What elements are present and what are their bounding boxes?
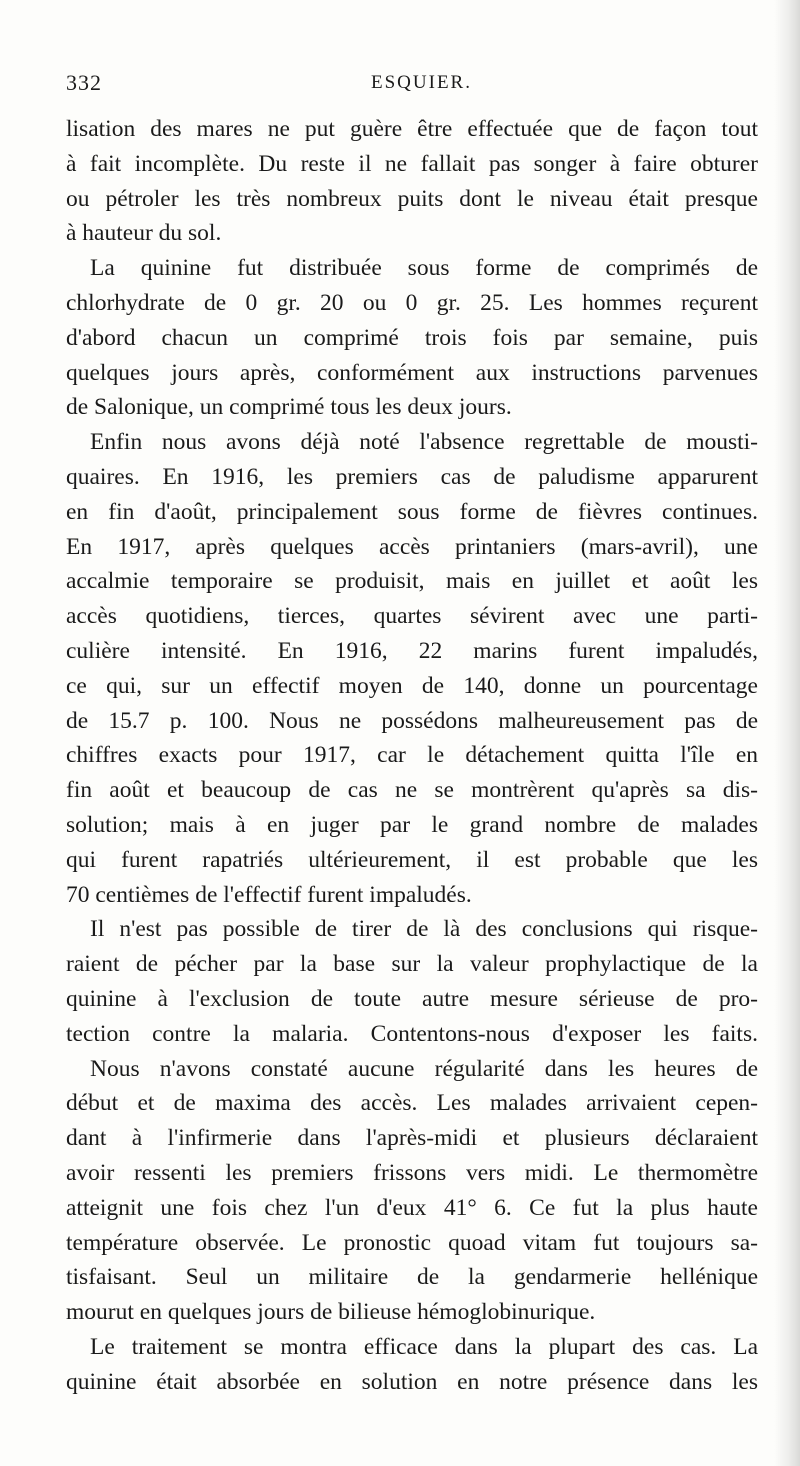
text-line: atteignit une fois chez l'un d'eux 41° 6. Ce fut la plus haute: [66, 1194, 758, 1221]
page-edge-shadow: [774, 0, 800, 1466]
text-line: Nous n'avons constaté aucune régularité dans les heures de: [90, 1055, 758, 1082]
text-line: ou pétroler les très nombreux puits dont le niveau était presque: [66, 185, 758, 212]
text-line: de 15.7 p. 100. Nous ne possédons malheureusement pas de: [66, 707, 758, 734]
text-line: culière intensité. En 1916, 22 marins furent impaludés,: [66, 637, 758, 664]
text-line: fin août et beaucoup de cas ne se montrèrent qu'après sa dis-: [66, 777, 758, 804]
text-line: solution; mais à en juger par le grand nombre de malades: [66, 811, 758, 838]
text-line: En 1917, après quelques accès printaniers (mars-avril), une: [66, 533, 758, 560]
running-head: ESQUIER.: [371, 72, 472, 93]
text-line: raient de pécher par la base sur la valeur prophylactique de la: [66, 951, 758, 978]
text-line: accès quotidiens, tierces, quartes sévirent avec une parti-: [66, 603, 758, 630]
text-line: 70 centièmes de l'effectif furent impaludés.: [66, 881, 472, 908]
text-line: ce qui, sur un effectif moyen de 140, donne un pourcentage: [66, 672, 758, 699]
text-line: La quinine fut distribuée sous forme de comprimés de: [90, 255, 758, 282]
text-line: mourut en quelques jours de bilieuse hémoglobinurique.: [66, 1299, 596, 1326]
text-line: quinine à l'exclusion de toute autre mesure sérieuse de pro-: [66, 985, 758, 1012]
text-line: Il n'est pas possible de tirer de là des conclusions qui risque-: [90, 916, 758, 943]
text-line: en fin d'août, principalement sous forme de fièvres continues.: [66, 498, 758, 525]
text-line: à fait incomplète. Du reste il ne fallait pas songer à faire obturer: [66, 150, 758, 177]
text-line: quinine était absorbée en solution en notre présence dans les: [66, 1368, 758, 1395]
body-text: [66, 112, 758, 1399]
text-line: quaires. En 1916, les premiers cas de paludisme apparurent: [66, 463, 758, 490]
text-line: chlorhydrate de 0 gr. 20 ou 0 gr. 25. Les hommes reçurent: [66, 289, 758, 316]
text-line: qui furent rapatriés ultérieurement, il est probable que les: [66, 846, 758, 873]
text-line: Enfin nous avons déjà noté l'absence regrettable de mousti-: [90, 429, 758, 456]
text-line: température observée. Le pronostic quoad vitam fut toujours sa-: [66, 1229, 758, 1256]
text-line: quelques jours après, conformément aux instructions parvenues: [66, 359, 758, 386]
text-line: tisfaisant. Seul un militaire de la gendarmerie hellénique: [66, 1264, 758, 1291]
text-line: chiffres exacts pour 1917, car le détachement quitta l'île en: [66, 742, 758, 769]
text-line: lisation des mares ne put guère être effectuée que de façon tout: [66, 116, 758, 142]
text-line: à hauteur du sol.: [66, 220, 222, 247]
text-line: avoir ressenti les premiers frissons vers midi. Le thermomètre: [66, 1159, 758, 1186]
text-line: de Salonique, un comprimé tous les deux jours.: [66, 394, 512, 421]
text-line: accalmie temporaire se produisit, mais en juillet et août les: [66, 568, 758, 595]
text-line: Le traitement se montra efficace dans la plupart des cas. La: [90, 1333, 758, 1360]
page-header: [66, 70, 756, 100]
text-line: début et de maxima des accès. Les malades arrivaient cepen-: [66, 1090, 758, 1117]
text-line: d'abord chacun un comprimé trois fois par semaine, puis: [66, 324, 758, 351]
text-line: tection contre la malaria. Contentons-nous d'exposer les faits.: [66, 1020, 758, 1047]
text-line: dant à l'infirmerie dans l'après-midi et plusieurs déclaraient: [66, 1125, 758, 1152]
page-number: 332: [66, 70, 102, 95]
